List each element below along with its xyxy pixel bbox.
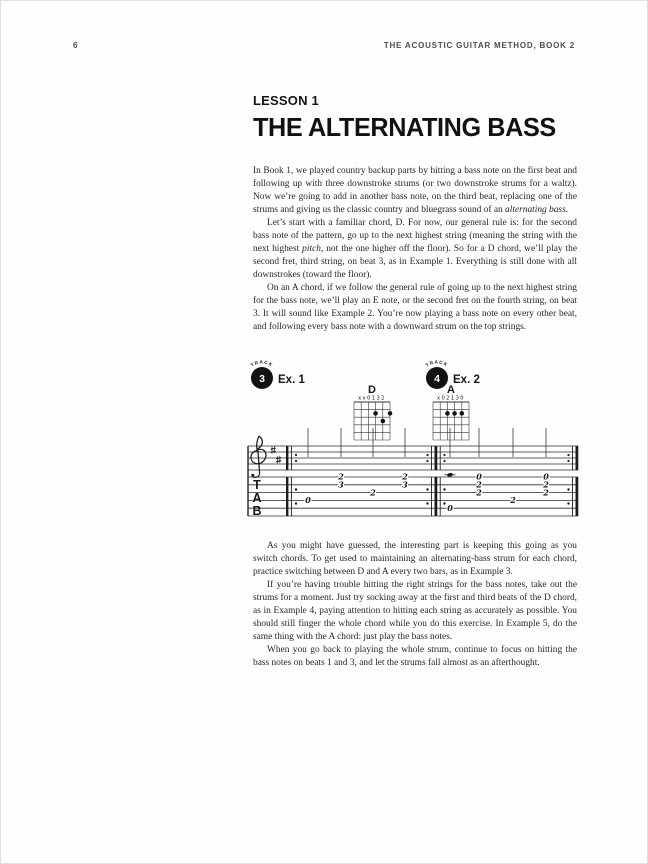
chord-fingering: x02130 bbox=[437, 395, 465, 402]
barline-thick bbox=[286, 477, 288, 516]
italic-phrase: pitch bbox=[302, 244, 321, 254]
track-word: TRACK bbox=[424, 359, 450, 368]
tab-logo: T bbox=[253, 478, 261, 492]
text-column bbox=[249, 93, 577, 670]
repeat-dot bbox=[426, 460, 428, 462]
barline-thick bbox=[435, 446, 438, 470]
tab-fret-number: 2 bbox=[370, 487, 376, 498]
tab-fret-number: 2 bbox=[543, 479, 549, 490]
barline-thick bbox=[576, 477, 579, 516]
running-head bbox=[73, 41, 575, 53]
repeat-dot bbox=[426, 502, 428, 504]
text-run: , not the one higher off the floor). So for a D chord, we’ll play the second fret, third string, on beat 3, as in Example 1. Everything is still done with all downstrokes (toward the floor). bbox=[253, 244, 577, 280]
tab-fret-number: 2 bbox=[476, 479, 482, 490]
barline-thick bbox=[576, 446, 579, 470]
paragraph bbox=[253, 644, 577, 670]
text-run: If you’re having trouble hitting the right strings for the bass notes, take out the strums for a moment. Just try socking away at the first and third beats of the D chord, as in Example 4, paying attention to hitting each string as accurately as possible. You should still finger the whole chord while you do this exercise. In Example 5, do the same thing with the A chord: just play the bass notes. bbox=[253, 580, 577, 642]
lesson-kicker: LESSON 1 bbox=[253, 93, 319, 108]
repeat-dot bbox=[567, 460, 569, 462]
repeat-dot bbox=[443, 488, 445, 490]
example-label: Ex. 2 bbox=[453, 374, 480, 386]
tab-fret-number: 0 bbox=[305, 495, 311, 506]
music-notation-svg bbox=[244, 350, 592, 526]
music-examples-figure bbox=[249, 350, 577, 526]
tab-fret-number: 0 bbox=[447, 502, 453, 513]
repeat-dot bbox=[295, 502, 297, 504]
track-word: TRACK bbox=[249, 359, 275, 368]
bass-notehead bbox=[447, 472, 454, 477]
intro-paragraphs bbox=[253, 165, 577, 334]
text-run: Let’s start with a familiar chord, D. For now, our general rule is: for the second bass note of the pattern, go up to the next highest string (meaning the string with the next highest bbox=[253, 218, 577, 254]
page-number: 6 bbox=[73, 41, 79, 50]
barline-thick bbox=[435, 477, 438, 516]
text-run: On an A chord, if we follow the general rule of going up to the next highest string for the bass note, we’ll play an E note, or the second fret on the fourth string, on beat 3. It will sound like Example 2. You’re now playing a bass note on every other beat, and following every bass note with a downward strum on the top strings. bbox=[253, 283, 577, 332]
chord-dot bbox=[445, 411, 450, 416]
repeat-dot bbox=[567, 454, 569, 456]
track-number: 4 bbox=[434, 373, 440, 385]
tab-fret-number: 3 bbox=[402, 479, 408, 490]
paragraph bbox=[253, 540, 577, 579]
chord-name: D bbox=[368, 384, 376, 396]
page-title: THE ALTERNATING BASS bbox=[253, 112, 556, 142]
tab-fret-number: 0 bbox=[543, 471, 549, 482]
chord-dot bbox=[373, 411, 378, 416]
paragraph bbox=[253, 165, 577, 217]
repeat-dot bbox=[443, 502, 445, 504]
example-label: Ex. 1 bbox=[278, 374, 305, 386]
repeat-dot bbox=[443, 460, 445, 462]
sharp-icon bbox=[276, 461, 281, 462]
book-title: THE ACOUSTIC GUITAR METHOD, BOOK 2 bbox=[383, 41, 575, 50]
sharp-icon bbox=[271, 448, 276, 449]
text-run: In Book 1, we played country backup parts by hitting a bass note on the first beat and following up with three downstroke strums (or two downstroke strums for a waltz). Now we’re going to add in another bass note, on the third beat, replacing one of the strums and giving us the classic country and bluegrass sound of an bbox=[253, 166, 577, 215]
repeat-dot bbox=[295, 454, 297, 456]
repeat-dot bbox=[567, 488, 569, 490]
treble-clef-icon bbox=[257, 436, 263, 450]
tab-fret-number: 2 bbox=[476, 487, 482, 498]
chord-dot bbox=[460, 411, 465, 416]
chord-dot bbox=[452, 411, 457, 416]
tab-logo: B bbox=[252, 504, 262, 518]
tab-fret-number: 3 bbox=[338, 479, 344, 490]
chord-dot bbox=[381, 419, 386, 424]
treble-clef-icon bbox=[251, 474, 254, 477]
practice-paragraphs bbox=[253, 540, 577, 670]
chord-dot bbox=[388, 411, 393, 416]
repeat-dot bbox=[567, 502, 569, 504]
repeat-dot bbox=[426, 454, 428, 456]
repeat-dot bbox=[295, 488, 297, 490]
tab-fret-number: 2 bbox=[402, 471, 408, 482]
tab-fret-number: 0 bbox=[476, 471, 482, 482]
paragraph bbox=[253, 217, 577, 282]
paragraph bbox=[253, 579, 577, 644]
tab-fret-number: 2 bbox=[543, 487, 549, 498]
repeat-dot bbox=[295, 460, 297, 462]
chord-name: A bbox=[447, 384, 455, 396]
text-run: When you go back to playing the whole strum, continue to focus on hitting the bass notes on beats 1 and 3, and let the strums fall almost as an afterthought. bbox=[253, 645, 577, 668]
paragraph bbox=[253, 282, 577, 334]
repeat-dot bbox=[426, 488, 428, 490]
tab-logo: A bbox=[252, 491, 262, 505]
barline-thick bbox=[286, 446, 288, 470]
tab-fret-number: 2 bbox=[338, 471, 344, 482]
text-run: As you might have guessed, the interesting part is keeping this going as you switch chords. To get used to maintaining an alternating-bass strum for each chord, practice switching between D and A every two bars, as in Example 3. bbox=[253, 541, 577, 577]
chord-fingering: xx0132 bbox=[358, 395, 386, 402]
text-run: . bbox=[565, 205, 569, 215]
repeat-dot bbox=[443, 454, 445, 456]
track-number: 3 bbox=[259, 373, 265, 385]
tab-fret-number: 2 bbox=[510, 495, 516, 506]
italic-phrase: alternating bass bbox=[505, 205, 566, 215]
